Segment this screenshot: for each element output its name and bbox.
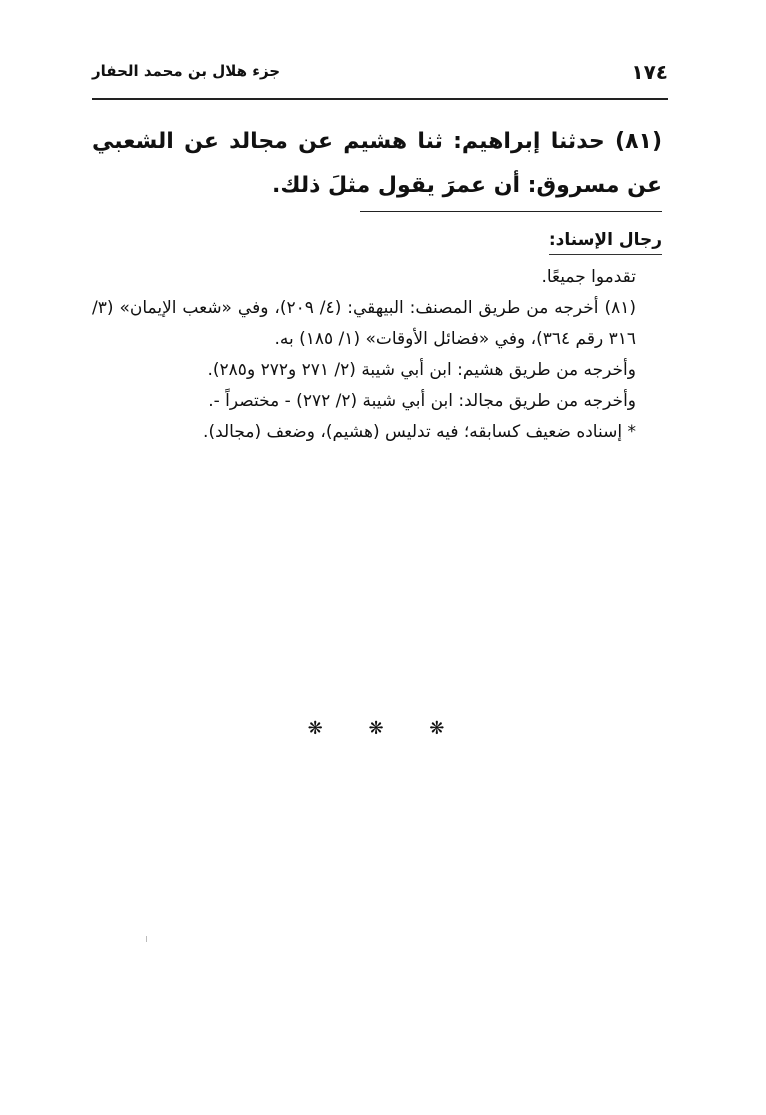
hadith-paragraph: (٨١) حدثنا إبراهيم: ثنا هشيم عن مجالد عن الشعبي عن مسروق: أن عمرَ يقول مثلَ ذلك. [92,129,662,198]
page-number: ١٧٤ [631,60,668,84]
running-title: جزء هلال بن محمد الحفار [92,62,281,80]
flower-ornament-icon: ❋ [307,718,337,739]
section-divider [360,211,662,212]
note-line: وأخرجه من طريق هشيم: ابن أبي شيبة (٢/ ٢٧١ و٢٧٢ و٢٨٥). [207,360,636,380]
note-line: وأخرجه من طريق مجالد: ابن أبي شيبة (٢/ ٢٧٢) - مختصراً -. [208,391,636,411]
section-end-ornaments [0,718,766,739]
note-line: تقدموا جميعًا. [541,267,636,287]
hadith-text [92,120,662,208]
page-header [92,60,668,100]
section-title: رجال الإسناد: [549,230,662,255]
note-line: * إسناده ضعيف كسابقه؛ فيه تدليس (هشيم)، وضعف (مجالد). [203,422,636,442]
flower-ornament-icon: ❋ [368,718,398,739]
note-line: (٨١) أخرجه من طريق المصنف: البيهقي: (٤/ ٢٠٩)، وفي «شعب الإيمان» (٣/ ٣١٦ رقم ٣٦٤)، وفي «فضائل الأوقات» (١/ ١٨٥) به. [92,298,636,349]
notes-block [92,262,662,448]
scan-speck [146,936,147,942]
flower-ornament-icon: ❋ [429,718,459,739]
